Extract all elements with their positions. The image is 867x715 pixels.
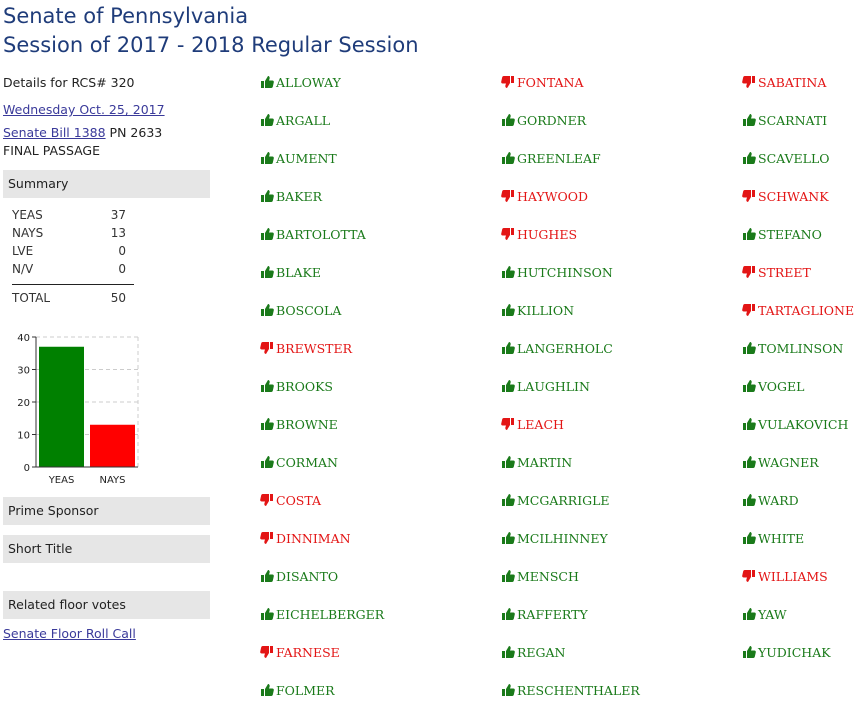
thumbs-up-icon	[501, 265, 515, 279]
senator-name: TARTAGLIONE	[758, 302, 855, 318]
senator-vote-schwank[interactable]	[742, 186, 829, 206]
senator-name: BREWSTER	[276, 340, 353, 356]
senator-vote-killion[interactable]	[501, 300, 574, 320]
senator-vote-martin[interactable]	[501, 452, 572, 472]
senator-name: GORDNER	[517, 112, 587, 128]
summary-row	[12, 244, 134, 262]
y-tick-label: 0	[23, 463, 30, 474]
senator-vote-haywood[interactable]	[501, 186, 588, 206]
senator-name: VOGEL	[758, 378, 805, 394]
senator-name: MCILHINNEY	[517, 530, 608, 546]
x-tick-label: NAYS	[99, 475, 126, 486]
senator-vote-boscola[interactable]	[260, 300, 341, 320]
summary-label: LVE	[12, 244, 34, 258]
senator-vote-corman[interactable]	[260, 452, 338, 472]
senator-vote-yudichak[interactable]	[742, 642, 831, 662]
senator-vote-fontana[interactable]	[501, 72, 584, 92]
senator-name: TOMLINSON	[758, 340, 844, 356]
summary-row	[12, 208, 134, 226]
thumbs-up-icon	[260, 379, 274, 393]
senator-vote-folmer[interactable]	[260, 680, 335, 700]
senator-vote-regan[interactable]	[501, 642, 566, 662]
thumbs-down-icon	[501, 417, 515, 431]
summary-divider	[12, 284, 134, 285]
thumbs-down-icon	[260, 645, 274, 659]
thumbs-down-icon	[501, 75, 515, 89]
senator-vote-argall[interactable]	[260, 110, 330, 130]
thumbs-up-icon	[742, 113, 756, 127]
senator-name: DISANTO	[276, 568, 339, 584]
senator-vote-mcilhinney[interactable]	[501, 528, 608, 548]
senator-name: KILLION	[517, 302, 575, 318]
senator-vote-brooks[interactable]	[260, 376, 333, 396]
senator-name: STREET	[758, 264, 811, 280]
senator-name: WARD	[758, 492, 799, 508]
senator-vote-langerholc[interactable]	[501, 338, 613, 358]
senator-name: CORMAN	[276, 454, 338, 470]
senator-vote-vulakovich[interactable]	[742, 414, 848, 434]
thumbs-down-icon	[260, 531, 274, 545]
senator-name: GREENLEAF	[517, 150, 601, 166]
senator-vote-rafferty[interactable]	[501, 604, 588, 624]
senator-vote-hughes[interactable]	[501, 224, 577, 244]
chart-bar	[39, 347, 84, 467]
y-tick-label: 10	[17, 430, 30, 442]
summary-value: 0	[118, 244, 126, 258]
page-title: Senate of Pennsylvania	[3, 4, 249, 28]
y-tick-label: 30	[17, 365, 30, 377]
senator-name: SCHWANK	[758, 188, 829, 204]
y-tick-label: 40	[17, 333, 30, 344]
thumbs-up-icon	[501, 645, 515, 659]
senator-name: LAUGHLIN	[517, 378, 590, 394]
senator-name: ARGALL	[276, 112, 331, 128]
summary-table	[12, 208, 134, 311]
senator-vote-hutchinson[interactable]	[501, 262, 613, 282]
senator-vote-reschenthaler[interactable]	[501, 680, 640, 700]
senator-vote-tartaglione[interactable]	[742, 300, 854, 320]
thumbs-down-icon	[260, 341, 274, 355]
senator-vote-scarnati[interactable]	[742, 110, 827, 130]
summary-total-row	[12, 291, 134, 311]
thumbs-down-icon	[742, 75, 756, 89]
summary-total-label: TOTAL	[12, 291, 51, 305]
senator-vote-gordner[interactable]	[501, 110, 586, 130]
thumbs-up-icon	[260, 303, 274, 317]
bill-reference	[3, 125, 162, 140]
senator-vote-aument[interactable]	[260, 148, 337, 168]
thumbs-down-icon	[501, 189, 515, 203]
summary-value: 13	[110, 226, 126, 240]
senator-vote-scavello[interactable]	[742, 148, 830, 168]
thumbs-up-icon	[501, 569, 515, 583]
senator-name: FOLMER	[276, 682, 335, 698]
thumbs-up-icon	[501, 113, 515, 127]
senator-vote-mcgarrigle[interactable]	[501, 490, 610, 510]
senator-name: YAW	[758, 606, 787, 622]
senator-vote-browne[interactable]	[260, 414, 338, 434]
summary-label: N/V	[12, 262, 34, 276]
senator-vote-williams[interactable]	[742, 566, 828, 586]
thumbs-down-icon	[260, 493, 274, 507]
senator-vote-dinniman[interactable]	[260, 528, 351, 548]
thumbs-up-icon	[260, 683, 274, 697]
thumbs-up-icon	[501, 151, 515, 165]
senator-vote-brewster[interactable]	[260, 338, 352, 358]
senator-name: BLAKE	[276, 264, 321, 280]
thumbs-up-icon	[260, 569, 274, 583]
senator-name: BROOKS	[276, 378, 333, 394]
details-heading: Details for RCS# 320	[3, 75, 135, 90]
thumbs-up-icon	[260, 75, 274, 89]
senator-name: BOSCOLA	[276, 302, 342, 318]
action-text: FINAL PASSAGE	[3, 143, 101, 158]
thumbs-up-icon	[501, 341, 515, 355]
thumbs-down-icon	[501, 227, 515, 241]
thumbs-down-icon	[742, 303, 756, 317]
senator-name: EICHELBERGER	[276, 606, 385, 622]
thumbs-up-icon	[501, 683, 515, 697]
chart-bar	[90, 425, 135, 467]
senator-vote-tomlinson[interactable]	[742, 338, 843, 358]
summary-row	[12, 262, 134, 280]
summary-total-value: 50	[110, 291, 126, 305]
y-tick-label: 20	[17, 398, 30, 409]
senator-name: SCAVELLO	[758, 150, 830, 166]
thumbs-up-icon	[742, 341, 756, 355]
vote-date-link[interactable]: Wednesday Oct. 25, 2017	[3, 102, 165, 117]
senator-vote-blake[interactable]	[260, 262, 321, 282]
senator-name: HUTCHINSON	[517, 264, 613, 280]
vote-bar-chart	[3, 325, 153, 490]
senator-name: HUGHES	[517, 226, 578, 242]
senator-name: WHITE	[758, 530, 805, 546]
senator-name: VULAKOVICH	[758, 416, 849, 432]
session-title: Session of 2017 - 2018 Regular Session	[3, 33, 419, 57]
printer-number: PN 2633	[109, 125, 163, 140]
senator-name: RESCHENTHALER	[517, 682, 640, 698]
thumbs-up-icon	[742, 645, 756, 659]
senator-name: ALLOWAY	[276, 74, 341, 90]
thumbs-up-icon	[742, 379, 756, 393]
senator-vote-eichelberger[interactable]	[260, 604, 384, 624]
thumbs-up-icon	[501, 531, 515, 545]
thumbs-up-icon	[501, 303, 515, 317]
senator-name: COSTA	[276, 492, 322, 508]
senator-name: MARTIN	[517, 454, 573, 470]
senator-vote-bartolotta[interactable]	[260, 224, 366, 244]
senator-vote-sabatina[interactable]	[742, 72, 826, 92]
senator-vote-greenleaf[interactable]	[501, 148, 601, 168]
thumbs-up-icon	[742, 607, 756, 621]
thumbs-up-icon	[260, 151, 274, 165]
thumbs-up-icon	[501, 607, 515, 621]
senator-vote-white[interactable]	[742, 528, 804, 548]
senator-name: WILLIAMS	[758, 568, 828, 584]
vote-grid	[260, 70, 860, 710]
senator-vote-yaw[interactable]	[742, 604, 787, 624]
senator-name: REGAN	[517, 644, 566, 660]
thumbs-up-icon	[501, 493, 515, 507]
x-tick-label: YEAS	[48, 475, 75, 486]
senator-name: LANGERHOLC	[517, 340, 613, 356]
prime-sponsor-header: Prime Sponsor	[3, 497, 210, 525]
senator-name: WAGNER	[758, 454, 819, 470]
thumbs-up-icon	[501, 379, 515, 393]
thumbs-up-icon	[260, 265, 274, 279]
summary-label: YEAS	[12, 208, 43, 222]
thumbs-up-icon	[742, 455, 756, 469]
summary-value: 0	[118, 262, 126, 276]
thumbs-down-icon	[742, 189, 756, 203]
thumbs-up-icon	[260, 113, 274, 127]
senator-vote-farnese[interactable]	[260, 642, 340, 662]
senator-vote-vogel[interactable]	[742, 376, 804, 396]
senator-name: RAFFERTY	[517, 606, 588, 622]
senator-name: LEACH	[517, 416, 564, 432]
summary-value: 37	[110, 208, 126, 222]
floor-roll-call-link[interactable]: Senate Floor Roll Call	[3, 626, 136, 641]
thumbs-up-icon	[501, 455, 515, 469]
senator-name: BARTOLOTTA	[276, 226, 366, 242]
senator-vote-mensch[interactable]	[501, 566, 579, 586]
senator-vote-laughlin[interactable]	[501, 376, 590, 396]
senator-vote-stefano[interactable]	[742, 224, 822, 244]
senator-name: YUDICHAK	[758, 644, 831, 660]
thumbs-up-icon	[742, 227, 756, 241]
short-title-header: Short Title	[3, 535, 210, 563]
senator-name: BROWNE	[276, 416, 338, 432]
thumbs-up-icon	[260, 455, 274, 469]
senator-vote-alloway[interactable]	[260, 72, 341, 92]
senator-vote-costa[interactable]	[260, 490, 321, 510]
thumbs-up-icon	[260, 417, 274, 431]
senator-name: FONTANA	[517, 74, 584, 90]
senator-name: MCGARRIGLE	[517, 492, 610, 508]
summary-header: Summary	[3, 170, 210, 198]
thumbs-down-icon	[742, 265, 756, 279]
senator-name: STEFANO	[758, 226, 822, 242]
senator-vote-street[interactable]	[742, 262, 811, 282]
related-votes-header: Related floor votes	[3, 591, 210, 619]
thumbs-up-icon	[260, 227, 274, 241]
senator-name: HAYWOOD	[517, 188, 589, 204]
thumbs-down-icon	[742, 569, 756, 583]
thumbs-up-icon	[260, 189, 274, 203]
summary-label: NAYS	[12, 226, 44, 240]
thumbs-up-icon	[742, 531, 756, 545]
senator-vote-ward[interactable]	[742, 490, 799, 510]
thumbs-up-icon	[260, 607, 274, 621]
senator-vote-baker[interactable]	[260, 186, 322, 206]
senator-name: SCARNATI	[758, 112, 828, 128]
senator-name: AUMENT	[276, 150, 337, 166]
senator-vote-wagner[interactable]	[742, 452, 819, 472]
senator-name: SABATINA	[758, 74, 827, 90]
thumbs-up-icon	[742, 151, 756, 165]
senator-name: BAKER	[276, 188, 323, 204]
bill-link[interactable]: Senate Bill 1388	[3, 125, 106, 140]
summary-row	[12, 226, 134, 244]
senator-name: DINNIMAN	[276, 530, 351, 546]
senator-name: FARNESE	[276, 644, 340, 660]
thumbs-up-icon	[742, 493, 756, 507]
senator-name: MENSCH	[517, 568, 579, 584]
senator-vote-disanto[interactable]	[260, 566, 338, 586]
thumbs-up-icon	[742, 417, 756, 431]
senator-vote-leach[interactable]	[501, 414, 564, 434]
